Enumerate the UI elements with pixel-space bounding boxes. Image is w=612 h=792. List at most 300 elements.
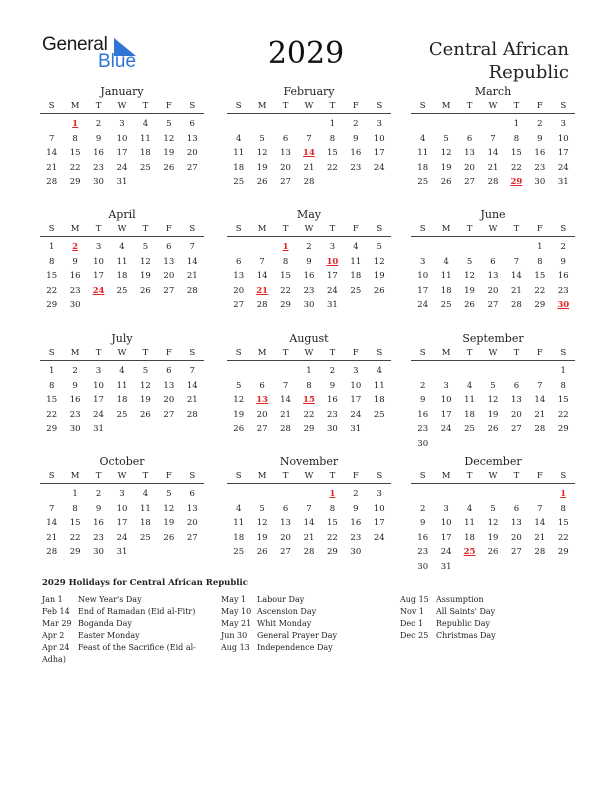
- day-cell: 8: [306, 380, 312, 391]
- day-cell: 23: [69, 409, 81, 420]
- day-cell: 5: [443, 133, 449, 144]
- holiday-day: 2: [72, 242, 79, 252]
- day-cell: 21: [46, 162, 58, 173]
- weekday-label: S: [235, 101, 242, 111]
- weekday-label: T: [282, 471, 289, 481]
- weekday-label: S: [48, 224, 55, 234]
- holiday-day: 14: [303, 148, 315, 158]
- day-cell: 16: [557, 271, 569, 281]
- weekday-label: F: [536, 101, 543, 111]
- day-cell: 29: [557, 424, 569, 434]
- empty-cell: [227, 364, 250, 379]
- day-cell: 5: [490, 503, 496, 514]
- day-cell: 19: [139, 271, 151, 281]
- holiday-name: End of Ramadan (Eid al-Fitr): [78, 607, 196, 616]
- day-cell: 5: [259, 133, 265, 144]
- weekday-label: S: [235, 471, 242, 481]
- empty-cell: [250, 364, 273, 379]
- day-cell: 30: [350, 547, 362, 557]
- day-cell: 30: [417, 438, 429, 449]
- day-cell: 3: [376, 489, 382, 499]
- day-cell: 23: [534, 162, 546, 173]
- day-cell: 13: [510, 518, 522, 528]
- day-cell: 3: [420, 256, 426, 267]
- day-cell: 6: [189, 489, 195, 499]
- day-cell: 11: [373, 380, 385, 391]
- day-cell: 15: [46, 271, 58, 281]
- weekday-label: W: [304, 471, 314, 481]
- day-cell: 3: [95, 242, 102, 252]
- month-name: November: [279, 455, 339, 468]
- holiday-entry: [42, 618, 217, 630]
- day-cell: 17: [116, 148, 128, 158]
- day-cell: 29: [46, 424, 58, 434]
- day-cell: 28: [186, 409, 198, 420]
- day-cell: 16: [69, 271, 81, 281]
- day-cell: 3: [376, 119, 382, 129]
- day-cell: 18: [464, 532, 475, 543]
- day-cell: 30: [326, 424, 338, 434]
- day-cell: 11: [233, 518, 245, 528]
- day-grid: [411, 364, 575, 451]
- day-cell: 17: [557, 148, 569, 158]
- calendar-year: 2029: [267, 36, 345, 71]
- weekday-header: [40, 469, 204, 484]
- empty-cell: [528, 487, 551, 502]
- weekday-label: W: [117, 471, 127, 481]
- weekday-label: F: [352, 101, 359, 111]
- day-cell: 9: [353, 503, 359, 514]
- month-october: [40, 454, 204, 560]
- day-cell: 23: [557, 285, 569, 296]
- month-december: [411, 454, 575, 574]
- day-cell: 13: [280, 148, 291, 158]
- day-cell: 25: [233, 547, 245, 557]
- holiday-entry: [42, 594, 217, 606]
- day-cell: 19: [487, 409, 499, 420]
- holiday-name: Labour Day: [257, 595, 305, 604]
- empty-cell: [434, 117, 457, 132]
- weekday-label: W: [117, 224, 127, 234]
- weekday-label: T: [466, 471, 473, 481]
- day-cell: 3: [443, 380, 449, 391]
- day-cell: 25: [233, 177, 245, 187]
- holiday-date: May 21: [221, 619, 252, 628]
- day-cell: 10: [440, 395, 452, 405]
- weekday-label: F: [536, 348, 543, 358]
- weekday-header: [411, 346, 575, 361]
- weekday-label: F: [165, 348, 172, 358]
- day-cell: 30: [69, 300, 81, 310]
- day-cell: 12: [440, 148, 452, 158]
- weekday-label: S: [419, 101, 426, 111]
- month-name: May: [296, 208, 322, 221]
- day-cell: 24: [373, 532, 385, 543]
- day-cell: 2: [72, 366, 78, 376]
- day-cell: 15: [557, 395, 569, 405]
- day-cell: 20: [233, 285, 245, 296]
- weekday-label: S: [235, 224, 242, 234]
- weekday-label: T: [282, 101, 289, 111]
- day-cell: 20: [280, 162, 291, 173]
- day-cell: 26: [256, 547, 268, 557]
- day-cell: 12: [233, 395, 245, 405]
- day-cell: 20: [186, 148, 198, 158]
- weekday-label: M: [441, 101, 451, 111]
- holiday-name: Assumption: [436, 595, 484, 604]
- weekday-label: T: [466, 101, 473, 111]
- weekday-label: S: [560, 471, 567, 481]
- weekday-label: T: [513, 224, 520, 234]
- day-cell: 14: [534, 518, 546, 528]
- day-cell: 6: [490, 256, 496, 267]
- holiday-date: Mar 29: [42, 619, 72, 628]
- day-cell: 21: [534, 409, 546, 420]
- weekday-label: W: [488, 348, 498, 358]
- day-cell: 20: [256, 409, 268, 420]
- weekday-label: T: [95, 471, 102, 481]
- day-cell: 4: [119, 366, 125, 376]
- day-cell: 17: [326, 271, 338, 281]
- day-cell: 28: [186, 285, 198, 296]
- day-cell: 4: [236, 133, 242, 144]
- holiday-day: 1: [560, 489, 567, 499]
- day-cell: 20: [163, 395, 175, 405]
- brand-name-general: General: [42, 34, 108, 55]
- weekday-label: S: [189, 348, 196, 358]
- day-cell: 21: [280, 409, 291, 420]
- day-cell: 13: [510, 395, 522, 405]
- month-name: February: [283, 85, 335, 98]
- day-cell: 11: [464, 395, 475, 405]
- empty-cell: [528, 364, 551, 379]
- day-grid: [40, 487, 204, 560]
- day-cell: 16: [93, 518, 104, 528]
- day-cell: 24: [93, 409, 104, 420]
- day-cell: 4: [142, 119, 149, 129]
- day-cell: 14: [303, 518, 315, 528]
- day-cell: 19: [163, 518, 175, 528]
- day-cell: 30: [93, 547, 104, 557]
- weekday-label: S: [560, 101, 567, 111]
- month-name: April: [108, 208, 136, 221]
- day-cell: 25: [139, 162, 151, 173]
- empty-cell: [434, 240, 457, 255]
- weekday-label: F: [165, 224, 172, 234]
- day-cell: 31: [350, 424, 362, 434]
- holiday-date: Apr 2: [42, 631, 65, 640]
- holiday-date: May 1: [221, 595, 247, 604]
- weekday-label: M: [70, 224, 80, 234]
- day-cell: 2: [95, 489, 102, 499]
- day-cell: 2: [537, 119, 543, 129]
- holiday-day: 21: [256, 285, 269, 296]
- weekday-label: M: [70, 101, 80, 111]
- weekday-label: M: [70, 348, 80, 358]
- empty-cell: [505, 487, 528, 502]
- weekday-header: [40, 222, 204, 237]
- empty-cell: [297, 117, 320, 132]
- day-cell: 28: [534, 547, 546, 557]
- weekday-header: [40, 346, 204, 361]
- day-cell: 10: [440, 518, 452, 528]
- weekday-header: [227, 222, 391, 237]
- day-cell: 5: [236, 380, 242, 391]
- day-cell: 10: [373, 133, 385, 144]
- day-cell: 24: [373, 162, 385, 173]
- day-cell: 6: [236, 256, 242, 267]
- weekday-label: T: [329, 224, 336, 234]
- weekday-label: S: [560, 348, 567, 358]
- day-cell: 11: [417, 148, 429, 158]
- holiday-entry: [42, 654, 217, 666]
- weekday-header: [227, 99, 391, 114]
- day-cell: 17: [440, 532, 452, 543]
- day-cell: 5: [166, 119, 172, 129]
- day-cell: 27: [510, 547, 522, 557]
- day-cell: 15: [326, 148, 338, 158]
- empty-cell: [227, 487, 250, 502]
- day-cell: 15: [46, 395, 58, 405]
- holiday-entry: [221, 642, 396, 654]
- empty-cell: [40, 487, 63, 502]
- holiday-date: Jan 1: [42, 595, 63, 604]
- empty-cell: [481, 240, 504, 255]
- holidays-column: [42, 594, 217, 666]
- weekday-label: S: [48, 348, 55, 358]
- weekday-label: F: [352, 471, 359, 481]
- day-cell: 29: [326, 547, 338, 557]
- day-cell: 22: [557, 409, 569, 420]
- day-cell: 26: [233, 424, 245, 434]
- holiday-date: Adha): [42, 655, 66, 664]
- day-cell: 28: [303, 177, 315, 187]
- month-name: October: [99, 455, 145, 468]
- weekday-header: [40, 99, 204, 114]
- day-cell: 16: [417, 409, 429, 420]
- day-cell: 4: [376, 366, 382, 376]
- holiday-day: 1: [282, 242, 289, 252]
- day-cell: 27: [163, 285, 175, 296]
- day-cell: 6: [513, 503, 520, 514]
- day-cell: 21: [303, 532, 315, 543]
- day-cell: 26: [163, 532, 175, 543]
- weekday-header: [227, 469, 391, 484]
- weekday-label: S: [48, 101, 55, 111]
- day-cell: 7: [259, 256, 265, 267]
- day-cell: 3: [443, 503, 449, 514]
- day-cell: 20: [510, 409, 522, 420]
- empty-cell: [411, 487, 434, 502]
- weekday-label: W: [488, 101, 498, 111]
- empty-cell: [411, 117, 434, 132]
- day-cell: 12: [487, 395, 499, 405]
- day-cell: 1: [72, 489, 78, 499]
- weekday-label: F: [536, 224, 543, 234]
- month-name: December: [464, 455, 522, 468]
- day-cell: 17: [350, 395, 362, 405]
- day-cell: 15: [557, 518, 569, 528]
- day-cell: 25: [116, 285, 128, 296]
- holidays-title: 2029 Holidays for Central African Republic: [42, 578, 248, 588]
- day-cell: 9: [560, 256, 566, 267]
- day-cell: 14: [46, 148, 58, 158]
- day-cell: 12: [256, 518, 268, 528]
- day-cell: 21: [186, 271, 198, 281]
- weekday-label: M: [70, 471, 80, 481]
- day-cell: 12: [163, 133, 175, 144]
- weekday-label: T: [513, 471, 520, 481]
- weekday-label: T: [513, 348, 520, 358]
- day-cell: 8: [560, 503, 566, 514]
- day-cell: 23: [417, 424, 429, 434]
- day-cell: 8: [282, 256, 289, 267]
- day-cell: 23: [303, 285, 315, 296]
- day-cell: 21: [186, 395, 198, 405]
- day-cell: 31: [440, 561, 452, 572]
- day-cell: 20: [464, 162, 475, 173]
- weekday-label: T: [142, 471, 149, 481]
- day-cell: 11: [233, 148, 245, 158]
- day-cell: 18: [350, 271, 362, 281]
- empty-cell: [458, 364, 481, 379]
- day-cell: 5: [142, 366, 149, 376]
- day-cell: 5: [466, 256, 473, 267]
- weekday-label: S: [376, 101, 383, 111]
- day-cell: 30: [534, 177, 546, 187]
- day-cell: 4: [119, 242, 125, 252]
- day-cell: 29: [280, 300, 291, 310]
- day-grid: [227, 117, 391, 190]
- month-june: [411, 207, 575, 313]
- day-cell: 30: [303, 300, 315, 310]
- day-cell: 14: [256, 271, 268, 281]
- day-grid: [411, 117, 575, 190]
- day-cell: 28: [280, 424, 291, 434]
- day-cell: 4: [236, 503, 242, 514]
- day-cell: 8: [49, 256, 55, 267]
- day-cell: 18: [440, 285, 452, 296]
- day-cell: 6: [466, 133, 473, 144]
- day-cell: 15: [69, 518, 81, 528]
- country-line-1: Central African: [428, 39, 569, 60]
- day-cell: 18: [116, 395, 128, 405]
- empty-cell: [250, 487, 273, 502]
- day-cell: 1: [537, 242, 543, 252]
- day-grid: [227, 487, 391, 560]
- day-cell: 7: [537, 380, 543, 391]
- day-cell: 10: [93, 380, 104, 391]
- day-cell: 2: [353, 119, 359, 129]
- holiday-name: Christmas Day: [436, 631, 496, 640]
- day-cell: 13: [186, 503, 198, 514]
- day-cell: 27: [280, 547, 291, 557]
- day-cell: 11: [350, 256, 362, 267]
- day-cell: 13: [163, 380, 175, 391]
- holiday-name: Ascension Day: [257, 607, 317, 616]
- day-cell: 29: [69, 177, 81, 187]
- day-cell: 31: [557, 177, 569, 187]
- empty-cell: [227, 117, 250, 132]
- day-cell: 21: [510, 285, 522, 296]
- day-cell: 22: [303, 409, 315, 420]
- weekday-label: W: [304, 224, 314, 234]
- day-cell: 1: [560, 366, 566, 376]
- day-cell: 6: [166, 366, 172, 376]
- day-cell: 22: [280, 285, 291, 296]
- holiday-entry: [221, 630, 396, 642]
- holiday-date: Nov 1: [400, 607, 424, 616]
- empty-cell: [411, 364, 434, 379]
- day-cell: 18: [233, 532, 245, 543]
- day-cell: 14: [534, 395, 546, 405]
- day-cell: 25: [373, 409, 385, 420]
- day-cell: 27: [163, 409, 175, 420]
- day-cell: 9: [353, 133, 359, 144]
- day-grid: [411, 487, 575, 574]
- day-cell: 26: [163, 162, 175, 173]
- day-cell: 7: [306, 133, 312, 144]
- day-cell: 29: [46, 300, 58, 310]
- day-cell: 27: [186, 532, 198, 543]
- day-cell: 9: [420, 395, 426, 405]
- day-cell: 3: [560, 119, 566, 129]
- day-cell: 30: [417, 561, 429, 572]
- holiday-entry: [42, 642, 217, 654]
- day-cell: 11: [440, 271, 452, 281]
- month-september: [411, 331, 575, 451]
- day-grid: [227, 364, 391, 437]
- day-cell: 18: [139, 518, 151, 528]
- day-cell: 24: [116, 162, 128, 173]
- weekday-label: S: [376, 471, 383, 481]
- day-cell: 13: [233, 271, 245, 281]
- day-cell: 2: [329, 366, 336, 376]
- day-cell: 6: [282, 503, 289, 514]
- day-cell: 26: [487, 424, 499, 434]
- holiday-day: 15: [303, 395, 315, 405]
- day-cell: 10: [557, 133, 569, 144]
- day-cell: 16: [350, 518, 362, 528]
- day-cell: 13: [163, 256, 175, 267]
- day-cell: 12: [163, 503, 175, 514]
- day-cell: 11: [116, 256, 128, 267]
- day-cell: 20: [186, 518, 198, 528]
- holiday-day: 1: [72, 119, 79, 129]
- empty-cell: [505, 240, 528, 255]
- day-cell: 20: [280, 532, 291, 543]
- day-cell: 18: [373, 395, 385, 405]
- day-cell: 15: [326, 518, 338, 528]
- holiday-entry: [400, 630, 575, 642]
- day-cell: 24: [417, 300, 429, 310]
- day-cell: 31: [93, 424, 104, 434]
- day-cell: 18: [464, 409, 475, 420]
- day-cell: 5: [376, 242, 382, 252]
- day-cell: 6: [513, 380, 520, 391]
- holiday-day: 10: [326, 256, 339, 267]
- day-cell: 17: [93, 271, 104, 281]
- empty-cell: [274, 487, 297, 502]
- weekday-label: T: [142, 101, 149, 111]
- weekday-label: F: [165, 101, 172, 111]
- holiday-day: 25: [463, 547, 476, 557]
- day-cell: 7: [537, 503, 543, 514]
- weekday-label: W: [117, 348, 127, 358]
- month-november: [227, 454, 391, 560]
- weekday-label: F: [536, 471, 543, 481]
- day-cell: 22: [46, 409, 58, 420]
